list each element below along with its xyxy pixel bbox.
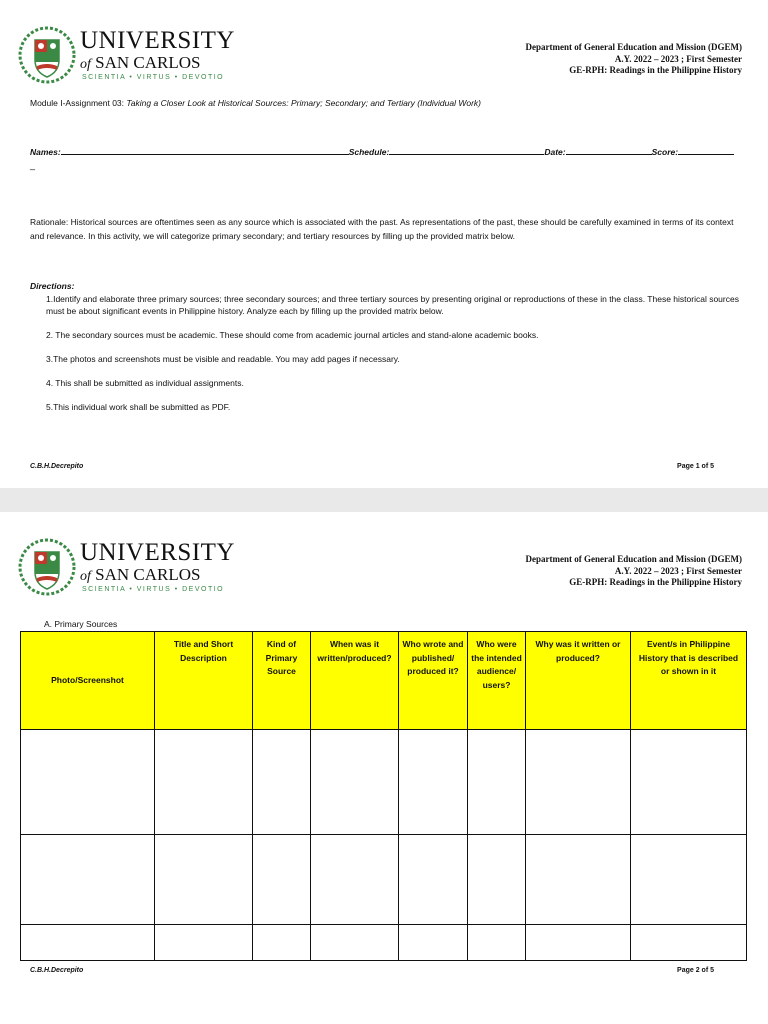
- rationale-label: Rationale:: [30, 217, 69, 227]
- course-title: GE-RPH: Readings in the Philippine History: [569, 577, 742, 587]
- schedule-label: Schedule:: [348, 147, 390, 157]
- table-cell[interactable]: [311, 730, 399, 835]
- university-logo: [18, 26, 235, 86]
- table-cell[interactable]: [468, 835, 526, 925]
- document-page-1: [0, 0, 768, 488]
- primary-sources-table: [20, 631, 747, 961]
- university-logo: [18, 538, 235, 598]
- table-row: [21, 925, 747, 961]
- column-header-why: Why was it written or produced?: [526, 632, 631, 730]
- direction-item-2: 2. The secondary sources must be academic. These should come from academic journal articles and stand-alone academic books.: [46, 330, 539, 340]
- table-cell[interactable]: [311, 835, 399, 925]
- date-label: Date:: [544, 147, 566, 157]
- column-header-when: When was it written/produced?: [311, 632, 399, 730]
- university-motto: SCIENTIA • VIRTUS • DEVOTIO: [82, 586, 225, 593]
- table-cell[interactable]: [631, 730, 747, 835]
- course-title: GE-RPH: Readings in the Philippine History: [569, 65, 742, 75]
- score-label: Score:: [651, 147, 679, 157]
- column-header-kind: Kind of Primary Source: [253, 632, 311, 730]
- column-header-audience: Who were the intended audience/ users?: [468, 632, 526, 730]
- university-motto: SCIENTIA • VIRTUS • DEVOTIO: [82, 74, 225, 81]
- names-label: Names:: [30, 147, 61, 157]
- university-crest-icon: [18, 538, 76, 596]
- table-row: [21, 835, 747, 925]
- stray-underscore: _: [30, 160, 36, 170]
- department-name: Department of General Education and Mission (DGEM): [525, 554, 742, 564]
- table-cell[interactable]: [468, 730, 526, 835]
- table-cell[interactable]: [526, 835, 631, 925]
- academic-year: A.Y. 2022 – 2023 ; First Semester: [614, 565, 742, 576]
- university-name: UNIVERSITY: [80, 539, 235, 566]
- module-prefix: Module I-Assignment 03:: [30, 98, 127, 108]
- table-cell[interactable]: [399, 925, 468, 961]
- date-field[interactable]: [566, 145, 652, 155]
- table-cell[interactable]: [155, 925, 253, 961]
- student-info-line: [30, 145, 734, 157]
- table-cell[interactable]: [155, 730, 253, 835]
- footer-author: C.B.H.Decrepito: [30, 967, 84, 974]
- table-row: [21, 730, 747, 835]
- table-cell[interactable]: [468, 925, 526, 961]
- department-name: Department of General Education and Mission (DGEM): [525, 42, 742, 52]
- university-name: UNIVERSITY: [80, 27, 235, 54]
- table-cell[interactable]: [526, 925, 631, 961]
- table-cell[interactable]: [21, 835, 155, 925]
- rationale-text: Historical sources are oftentimes seen as any source which is associated with the past. As representations of the past, these should be carefully examined in terms of its context and relevance. In this activity, we will categorize primary secondary; and tertiary resources by filling up the provided matrix below.: [30, 217, 734, 241]
- university-crest-icon: [18, 26, 76, 84]
- footer-author: C.B.H.Decrepito: [30, 463, 84, 470]
- directions-title: Directions:: [30, 281, 75, 291]
- table-header-row: [21, 632, 747, 730]
- academic-year: A.Y. 2022 – 2023 ; First Semester: [614, 53, 742, 64]
- column-header-title: Title and Short Description: [155, 632, 253, 730]
- column-header-photo: Photo/Screenshot: [21, 632, 155, 730]
- table-cell[interactable]: [155, 835, 253, 925]
- table-cell[interactable]: [631, 835, 747, 925]
- footer-page-number: Page 1 of 5: [677, 463, 714, 470]
- table-cell[interactable]: [253, 925, 311, 961]
- table-cell[interactable]: [21, 925, 155, 961]
- column-header-events: Event/s in Philippine History that is described or shown in it: [631, 632, 747, 730]
- names-field[interactable]: [61, 145, 349, 155]
- direction-item-5: 5.This individual work shall be submitted as PDF.: [46, 402, 231, 412]
- table-cell[interactable]: [526, 730, 631, 835]
- schedule-field[interactable]: [389, 145, 544, 155]
- table-cell[interactable]: [399, 835, 468, 925]
- table-cell[interactable]: [399, 730, 468, 835]
- direction-item-3: 3.The photos and screenshots must be visible and readable. You may add pages if necessary.: [46, 354, 400, 364]
- table-cell[interactable]: [253, 835, 311, 925]
- section-title-primary-sources: A. Primary Sources: [44, 619, 118, 629]
- table-cell[interactable]: [311, 925, 399, 961]
- table-cell[interactable]: [631, 925, 747, 961]
- rationale-paragraph: [30, 215, 742, 243]
- course-header: [526, 554, 743, 589]
- module-heading: [30, 98, 481, 108]
- university-name-line2: of SAN CARLOS: [80, 565, 201, 584]
- direction-item-1: 1.Identify and elaborate three primary sources; three secondary sources; and three tertiary sources by presenting original or reproductions of these in the class. These historical sources must be about significant events in Philippine history. Analyze each by filling up the provided matrix below.: [46, 294, 739, 316]
- table-cell[interactable]: [21, 730, 155, 835]
- score-field[interactable]: [678, 145, 734, 155]
- column-header-who-wrote: Who wrote and published/ produced it?: [399, 632, 468, 730]
- university-name-line2: of SAN CARLOS: [80, 53, 201, 72]
- footer-page-number: Page 2 of 5: [677, 967, 714, 974]
- direction-item-4: 4. This shall be submitted as individual assignments.: [46, 378, 244, 388]
- table-cell[interactable]: [253, 730, 311, 835]
- module-title: Taking a Closer Look at Historical Sources: Primary; Secondary; and Tertiary (Individual Work): [126, 98, 482, 108]
- course-header: [526, 42, 743, 77]
